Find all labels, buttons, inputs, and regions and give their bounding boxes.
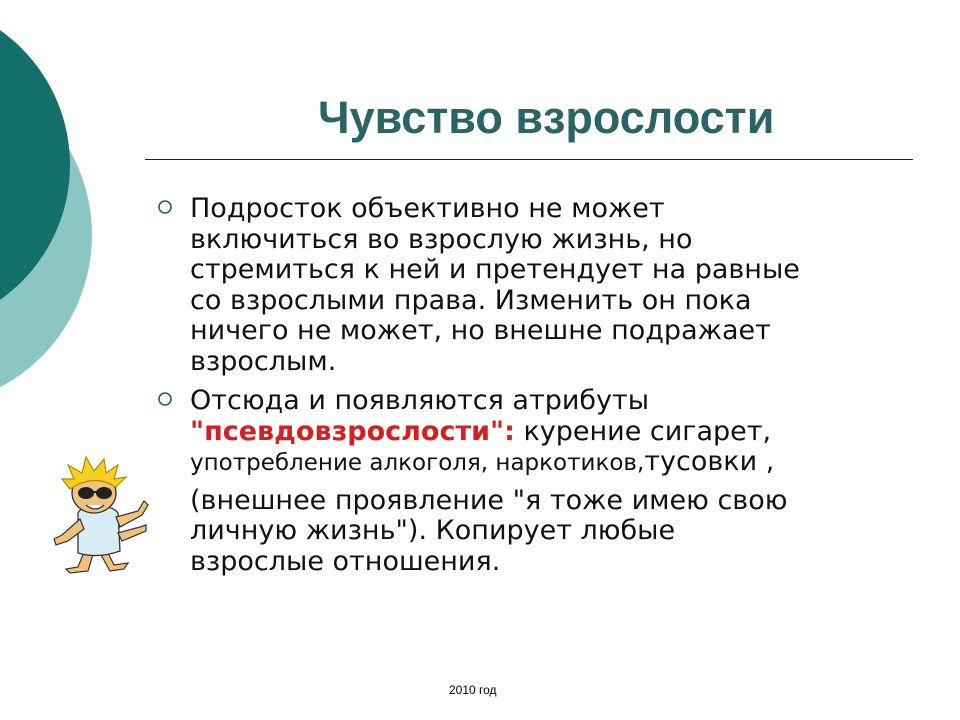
cartoon-boy-clipart xyxy=(48,455,156,575)
bullet-2-tail: курение сигарет, xyxy=(514,415,772,447)
bullet-1-text xyxy=(190,194,910,377)
bullet-1-line: включиться во взрослую жизнь, но xyxy=(190,223,693,255)
bullet-1-line: ничего не может, но внешне подражает xyxy=(190,315,771,346)
bullet-2-line: Отсюда и появляются атрибуты xyxy=(190,385,650,416)
bullet-2-line: взрослые отношения. xyxy=(190,545,501,577)
bullet-2-line: (внешнее проявление "я тоже имею свою xyxy=(190,484,788,516)
bullet-2-line xyxy=(190,447,910,479)
bullet-2-small-text: употребление алкоголя, наркотиков, xyxy=(190,450,645,476)
bullet-2-tail: тусовки , xyxy=(644,446,775,477)
pseudo-adulthood-highlight: "псевдовзрослости": xyxy=(190,415,515,447)
bullet-1-line: взрослым. xyxy=(190,345,337,377)
slide-footer: 2010 год xyxy=(449,683,497,697)
bullet-2-line xyxy=(190,417,910,448)
bullet-2-text xyxy=(190,386,910,577)
decorative-circles xyxy=(0,0,120,400)
bullet-1-line: со взрослыми права. Изменить он пока xyxy=(190,284,752,316)
bullet-2-line: личную жизнь"). Копирует любые xyxy=(190,515,676,546)
hollow-circle-icon xyxy=(157,199,173,215)
bullet-1-line: стремиться к ней и претендует на равные xyxy=(190,254,800,285)
hollow-circle-icon xyxy=(157,391,173,407)
slide-title: Чувство взрослости xyxy=(318,92,775,143)
bullet-1-line: Подросток объективно не может xyxy=(190,193,665,224)
title-divider xyxy=(145,159,913,160)
